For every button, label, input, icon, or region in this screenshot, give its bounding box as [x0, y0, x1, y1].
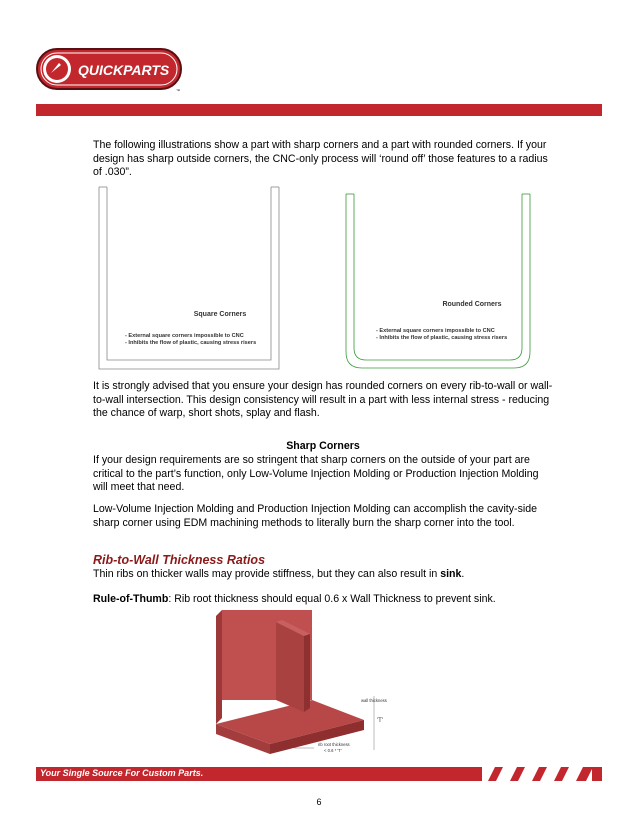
sharp-corners-paragraph-2: Low-Volume Injection Molding and Production Injection Molding can accomplish the cavity-side sharp corner using EDM machining methods to literally burn the sharp corner into the tool.: [93, 503, 538, 529]
rounded-note-1: - External square corners impossible to CNC: [376, 328, 495, 334]
advice-paragraph: It is strongly advised that you ensure your design has rounded corners on every rib-to-wall or wall-to-wall intersection. This design consistency will result in a part with less internal stress - reducing the chance of warp, short shots, splay and flash.: [93, 380, 553, 420]
t-label: 'T': [377, 718, 383, 724]
rib-paragraph: [93, 568, 553, 582]
rule-of-thumb-label: Rule-of-Thumb: [93, 593, 169, 605]
rounded-note-2: - Inhibits the flow of plastic, causing stress risers: [376, 335, 508, 341]
footer-tagline: Your Single Source For Custom Parts.: [40, 768, 204, 778]
logo-text: QUICKPARTS: [78, 62, 170, 78]
square-note-2: - Inhibits the flow of plastic, causing stress risers: [125, 340, 257, 346]
rib-paragraph-bold: sink: [440, 568, 462, 580]
rib-paragraph-text: Thin ribs on thicker walls may provide stiffness, but they can also result in: [93, 568, 441, 580]
rounded-corners-figure: [344, 192, 534, 372]
square-corners-title: Square Corners: [193, 311, 247, 318]
rib-root-formula: < 0.6 * 'T': [324, 748, 342, 753]
rounded-corners-title: Rounded Corners: [442, 301, 502, 308]
rib-paragraph-end: .: [461, 568, 465, 580]
rib-root-thickness-label: rib root thickness: [318, 742, 350, 747]
page-number: 6: [316, 797, 322, 807]
sharp-corners-paragraph-1: If your design requirements are so stringent that sharp corners on the outside of your part are critical to the part’s function, only Low-Volume Injection Molding or Production Injection Molding will meet that need.: [93, 454, 539, 494]
rule-of-thumb-paragraph: [93, 593, 553, 607]
wall-thickness-label: wall thickness: [361, 698, 387, 703]
quickparts-logo: [36, 48, 182, 90]
header-bar: [36, 104, 602, 116]
intro-paragraph: The following illustrations show a part with sharp corners and a part with rounded corners. If your design has sharp outside corners, the CNC-only process will ‘round off’ those features to a radius of .030”.: [93, 139, 548, 179]
footer-stripes: [482, 767, 592, 781]
square-note-1: - External square corners impossible to CNC: [125, 333, 244, 339]
sharp-corners-heading: Sharp Corners: [286, 440, 360, 452]
rib-section-heading: Rib-to-Wall Thickness Ratios: [93, 553, 266, 567]
square-corners-figure: [97, 185, 283, 375]
trademark-mark: ™: [176, 88, 180, 93]
rib-to-wall-figure: [214, 608, 394, 756]
rule-of-thumb-text: : Rib root thickness should equal 0.6 x Wall Thickness to prevent sink.: [168, 593, 496, 605]
